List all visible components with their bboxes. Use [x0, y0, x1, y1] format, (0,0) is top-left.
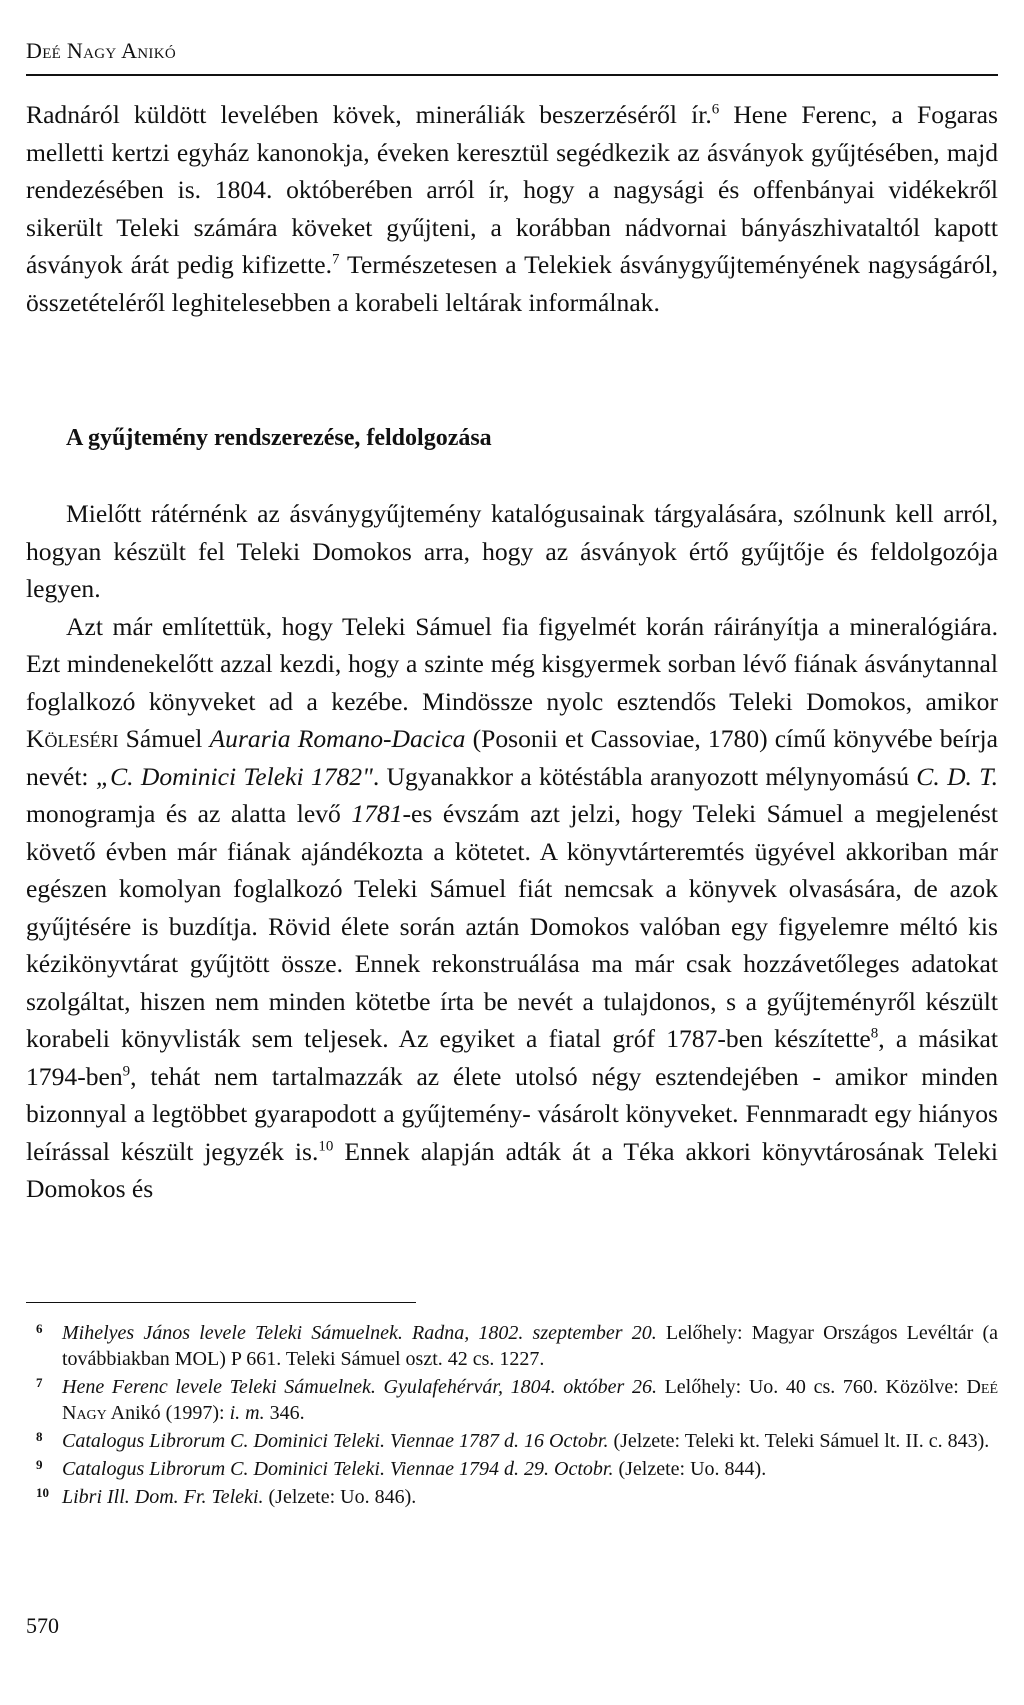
- body-block-top: [26, 96, 998, 321]
- paragraph-1: Radnáról küldött levelében kövek, mineráliák beszerzéséről ír.$^6$ Hene Ferenc, a Fogaras melletti kertzi egyház kanonokja, éveken keresztül segédkezik az ásványok gyűjtésében, majd rendezésében is. 1804. októberében arról ír, hogy a nagysági és offenbányai vidékekről sikerült Teleki számára köveket gyűjteni, a korábban nádvornai bányászhivataltól kapott ásványok árát pedig kifizette.$^7$ Természetesen a Telekiek ásványgyűjteményének nagyságáról, összetételéről leghitelesebben a korabeli leltárak informálnak.: [26, 100, 998, 317]
- footnote-rule: [26, 1302, 416, 1303]
- author-name: Köleséri: [26, 724, 119, 753]
- monogram: C. D. T.: [916, 761, 998, 791]
- footnote-8: 8 Catalogus Librorum C. Dominici Teleki. Viennae 1787 d. 16 Octobr. (Jelzete: Teleki kt. Teleki Sámuel lt. II. c. 843).: [36, 1429, 990, 1452]
- paragraph-3: Azt már említettük, hogy Teleki Sámuel fia figyelmét korán ráirányítja a mineralógiára. Ezt mindenekelőtt azzal kezdi, hogy a szinte még kisgyermek sorban lévő fiának ásványtannal foglalkozó könyveket ad a kezébe. Mindössze nyolc esztendős Teleki Domokos, amikor Köleséri Sámuel Auraria Romano-Dacica (Posonii et Cassoviae, 1780) című könyvébe beírja nevét: „C. Dominici Teleki 1782". Ugyanakkor a kötéstábla aranyozott mélynyomású C. D. T. monogramja és az alatta levő 1781-es évszám azt jelzi, hogy Teleki Sámuel a megjelenést követő évben már fiának ajándékozta a kötetet. A könyvtárteremtés ügyével akkoriban már egészen komolyan foglalkozó Teleki Sámuel fiát nemcsak a könyvek olvasására, de azok gyűjtésére is buzdítja. Rövid élete során aztán Domokos valóban egy figyelemre méltó kis kézikönyvtárat gyűjtött össze. Ennek rekonstruálása ma már csak hozzávetőleges adatokat szolgáltat, hiszen nem minden kötetbe írta be nevét a tulajdonos, s a gyűjteményről készült korabeli könyvlisták sem teljesek. Az egyiket a fiatal gróf 1787-ben készítette$^8$, a másikat 1794-ben$^9$, tehát nem tartalmazzák az élete utolsó négy esztendejében - amikor minden bizonnyal a legtöbbet gyarapodott a gyűjtemény- vásárolt könyveket. Fennmaradt egy hiányos leírással készült jegyzék is.$^{10}$ Ennek alapján adták át a Téka akkori könyvtárosának Teleki Domokos és: [26, 611, 999, 1203]
- footnote-ref-9[interactable]: 9: [122, 1062, 131, 1079]
- year: 1781: [351, 799, 403, 828]
- footnote-6: 6 Mihelyes János levele Teleki Sámuelnek. Radna, 1802. szeptember 20. Lelőhely: Magyar Országos Levéltár (a továbbiakban MOL) P 661. Teleki Sámuel oszt. 42 cs. 1227.: [36, 1321, 999, 1370]
- footnote-ref-10[interactable]: 10: [318, 1137, 334, 1154]
- header-rule: [26, 74, 998, 76]
- section-heading: A gyűjtemény rendszerezése, feldolgozása: [66, 425, 492, 451]
- running-head: Deé Nagy Anikó: [26, 38, 176, 63]
- damaged-glyph: ad: [268, 686, 294, 716]
- footnote-ref-8[interactable]: 8: [870, 1025, 879, 1042]
- inscription-quote: „C. Dominici Teleki 1782": [95, 761, 373, 791]
- page-number: 570: [26, 1613, 59, 1638]
- book-title: Auraria Romano-Dacica: [209, 724, 466, 753]
- footnote-ref-7[interactable]: 7: [332, 251, 340, 268]
- footnote-ref-6[interactable]: 6: [711, 101, 720, 118]
- footnote-10: 10 Libri Ill. Dom. Fr. Teleki. (Jelzete: Uo. 846).: [36, 1485, 417, 1508]
- paragraph-2: Mielőtt rátérnénk az ásványgyűjtemény katalógusainak tárgyalására, szólnunk kell arról, hogyan készült fel Teleki Domokos arra, hogy az ásványok értő gyűjtője és feldolgozója legyen.: [26, 499, 998, 603]
- document-page: [26, 0, 998, 1705]
- footnote-7: 7 Hene Ferenc levele Teleki Sámuelnek. Gyulafehérvár, 1804. október 26. Lelőhely: Uo. 40 cs. 760. Közölve: Deé Nagy Anikó (1997): i. m. 346.: [36, 1375, 998, 1424]
- footnotes: [26, 1320, 998, 1512]
- footnote-9: 9 Catalogus Librorum C. Dominici Teleki. Viennae 1794 d. 29. Octobr. (Jelzete: Uo. 844).: [36, 1457, 767, 1480]
- body-block-main: [26, 495, 998, 1208]
